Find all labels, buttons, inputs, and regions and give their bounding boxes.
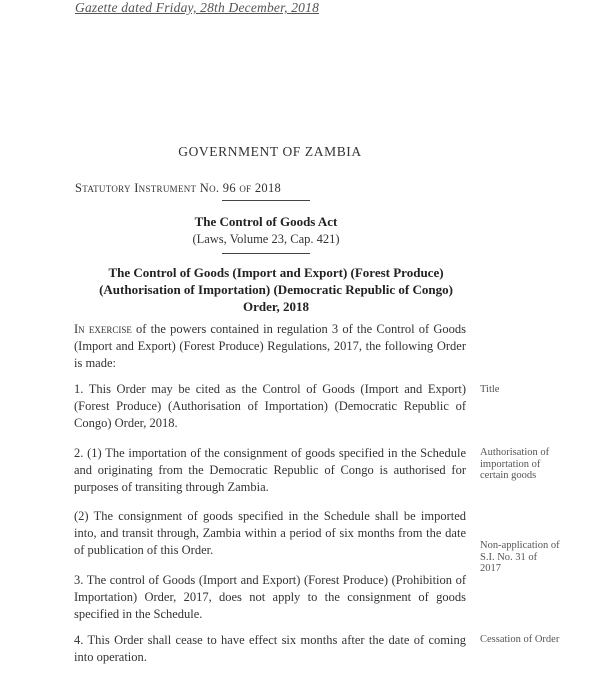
- government-title: GOVERNMENT OF ZAMBIA: [178, 144, 362, 159]
- intro-text: of the powers contained in regulation 3 of the Control of Goods (Import and Export) (Forest Produce) Regulations, 2017, the following Order is made:: [74, 322, 466, 370]
- act-title: The Control of Goods Act: [194, 214, 338, 229]
- act-subtitle: (Laws, Volume 23, Cap. 421): [192, 232, 340, 246]
- margin-note-cessation: Cessation of Order: [480, 634, 560, 645]
- paragraph-2-2: (2) The consignment of goods specified in the Schedule shall be imported into, and transit through, Zambia within a period of six months from the date of publication of this Order.: [74, 509, 466, 557]
- paragraph-4: 4. This Order shall cease to have effect six months after the date of coming into operation.: [74, 633, 466, 664]
- statutory-instrument-line: [75, 181, 281, 196]
- divider: [222, 200, 310, 201]
- gazette-header: Gazette dated Friday, 28th December, 2018: [75, 0, 320, 15]
- si-of: of: [239, 181, 252, 195]
- margin-note-title: Title: [480, 384, 500, 395]
- intro-lead: In exercise: [74, 322, 132, 336]
- paragraph-2-1: 2. (1) The importation of the consignment of goods specified in the Schedule and originating from the Democratic Republic of Congo is authorised for purposes of transiting through Zambia.: [74, 446, 466, 494]
- si-number: 96: [222, 181, 236, 195]
- si-year: 2018: [254, 181, 282, 195]
- margin-note-non-application: Non-application of S.I. No. 31 of 2017: [480, 540, 560, 574]
- order-title: The Control of Goods (Import and Export) (Forest Produce) (Authorisation of Importation) (Democratic Republic of Congo) Order, 2018: [99, 265, 453, 314]
- divider: [222, 253, 310, 254]
- paragraph-3: 3. The control of Goods (Import and Export) (Forest Produce) (Prohibition of Importation) Order, 2017, does not apply to the consignment of goods specified in the Schedule.: [74, 573, 466, 621]
- margin-note-authorisation: Authorisation of importation of certain goods: [480, 447, 550, 481]
- si-label: Statutory Instrument No.: [75, 181, 220, 195]
- intro-paragraph: [74, 321, 466, 372]
- paragraph-1: 1. This Order may be cited as the Control of Goods (Import and Export) (Forest Produce) (Authorisation of Importation) (Democratic Republic of Congo) Order, 2018.: [74, 382, 466, 430]
